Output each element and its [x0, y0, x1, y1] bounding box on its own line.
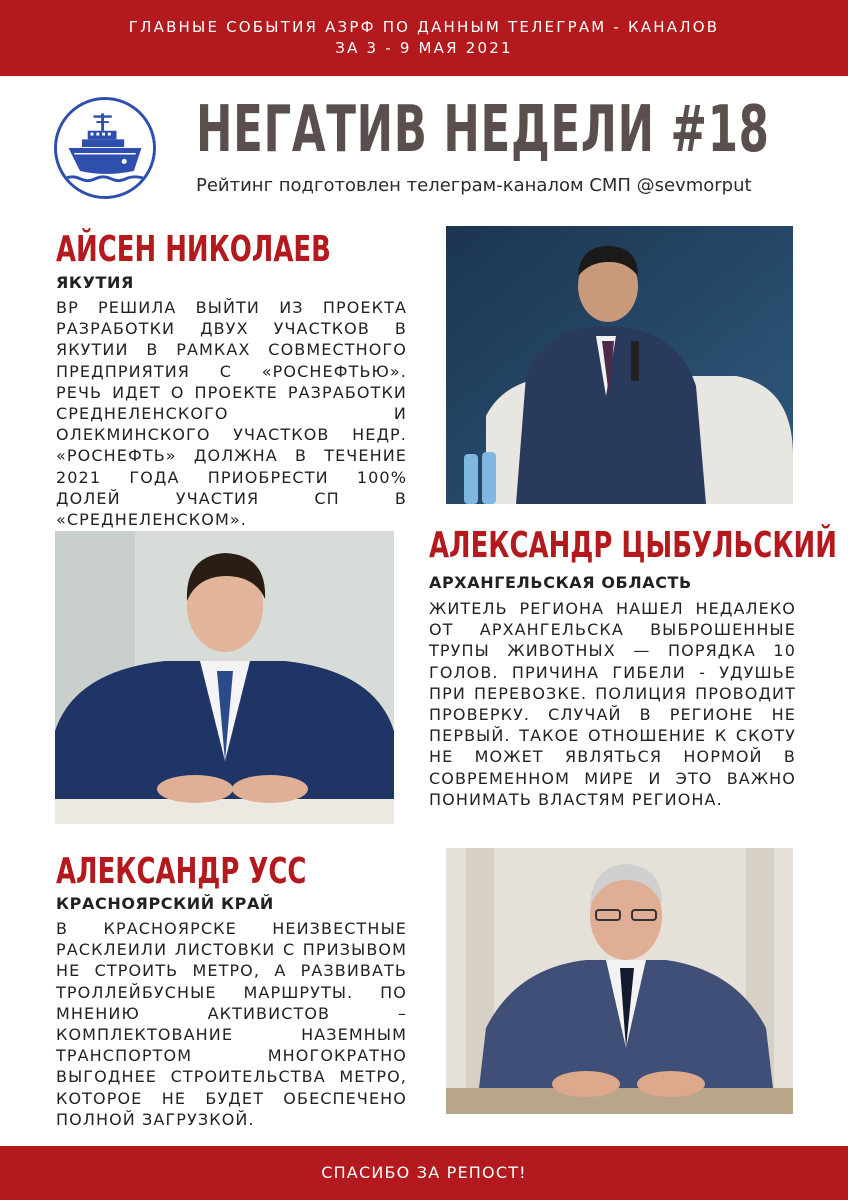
- person-2-photo: [55, 531, 394, 824]
- person-1-region: ЯКУТИЯ: [56, 273, 134, 292]
- person-3-name: АЛЕКСАНДР УСС: [56, 851, 307, 892]
- header-line-2: ЗА 3 - 9 МАЯ 2021: [335, 39, 513, 57]
- page-subtitle: Рейтинг подготовлен телеграм-каналом СМП @sevmorput: [196, 175, 752, 196]
- person-1-text: ВР РЕШИЛА ВЫЙТИ ИЗ ПРОЕКТА РАЗРАБОТКИ ДВУХ УЧАСТКОВ В ЯКУТИИ В РАМКАХ СОВМЕСТНОГО ПРЕДПРИЯТИЯ С «РОСНЕФТЬЮ». РЕЧЬ ИДЕТ О ПРОЕКТЕ РАЗРАБОТКИ СРЕДНЕЛЕНСКОГО И ОЛЕКМИНСКОГО УЧАСТКОВ НЕДР. «РОСНЕФТЬ» ДОЛЖНА В ТЕЧЕНИЕ 2021 ГОДА ПРИОБРЕСТИ 100% ДОЛЕЙ УЧАСТИЯ СП В «СРЕДНЕЛЕНСКОМ».: [56, 298, 407, 530]
- icebreaker-ship-icon: [54, 97, 156, 199]
- header-line-1: ГЛАВНЫЕ СОБЫТИЯ АЗРФ ПО ДАННЫМ ТЕЛЕГРАМ - КАНАЛОВ: [128, 18, 720, 36]
- person-1-name: АЙСЕН НИКОЛАЕВ: [56, 229, 331, 270]
- person-2-name: АЛЕКСАНДР ЦЫБУЛЬСКИЙ: [429, 525, 837, 566]
- person-1-photo: [446, 226, 793, 504]
- person-2-text: ЖИТЕЛЬ РЕГИОНА НАШЕЛ НЕДАЛЕКО ОТ АРХАНГЕЛЬСКА ВЫБРОШЕННЫЕ ТРУПЫ ЖИВОТНЫХ — ПОРЯДКА 10 ГОЛОВ. ПРИЧИНА ГИБЕЛИ - УДУШЬЕ ПРИ ПЕРЕВОЗКЕ. ПОЛИЦИЯ ПРОВОДИТ ПРОВЕРКУ. СЛУЧАЙ В РЕГИОНЕ НЕ ПЕРВЫЙ. ТАКОЕ ОТНОШЕНИЕ К СКОТУ НЕ МОЖЕТ ЯВЛЯТЬСЯ НОРМОЙ В СОВРЕМЕННОМ МИРЕ И ЭТО ВАЖНО ПОНИМАТЬ ВЛАСТЯМ РЕГИОНА.: [429, 599, 796, 809]
- footer-banner: СПАСИБО ЗА РЕПОСТ!: [0, 1146, 848, 1200]
- header-banner: [0, 0, 848, 76]
- person-3-region: КРАСНОЯРСКИЙ КРАЙ: [56, 894, 274, 913]
- page-title: НЕГАТИВ НЕДЕЛИ #18: [196, 93, 770, 167]
- person-2-region: АРХАНГЕЛЬСКАЯ ОБЛАСТЬ: [429, 573, 692, 592]
- person-3-text: В КРАСНОЯРСКЕ НЕИЗВЕСТНЫЕ РАСКЛЕИЛИ ЛИСТОВКИ С ПРИЗЫВОМ НЕ СТРОИТЬ МЕТРО, А РАЗВИВАТЬ ТРОЛЛЕЙБУСНЫЕ МАРШРУТЫ. ПО МНЕНИЮ АКТИВИСТОВ – КОМПЛЕКТОВАНИЕ НАЗЕМНЫМ ТРАНСПОРТОМ МНОГОКРАТНО ВЫГОДНЕЕ СТРОИТЕЛЬСТВА МЕТРО, КОТОРОЕ НЕ БУДЕТ ОБЕСПЕЧЕНО ПОЛНОЙ ЗАГРУЗКОЙ.: [56, 919, 407, 1129]
- person-3-photo: [446, 848, 793, 1114]
